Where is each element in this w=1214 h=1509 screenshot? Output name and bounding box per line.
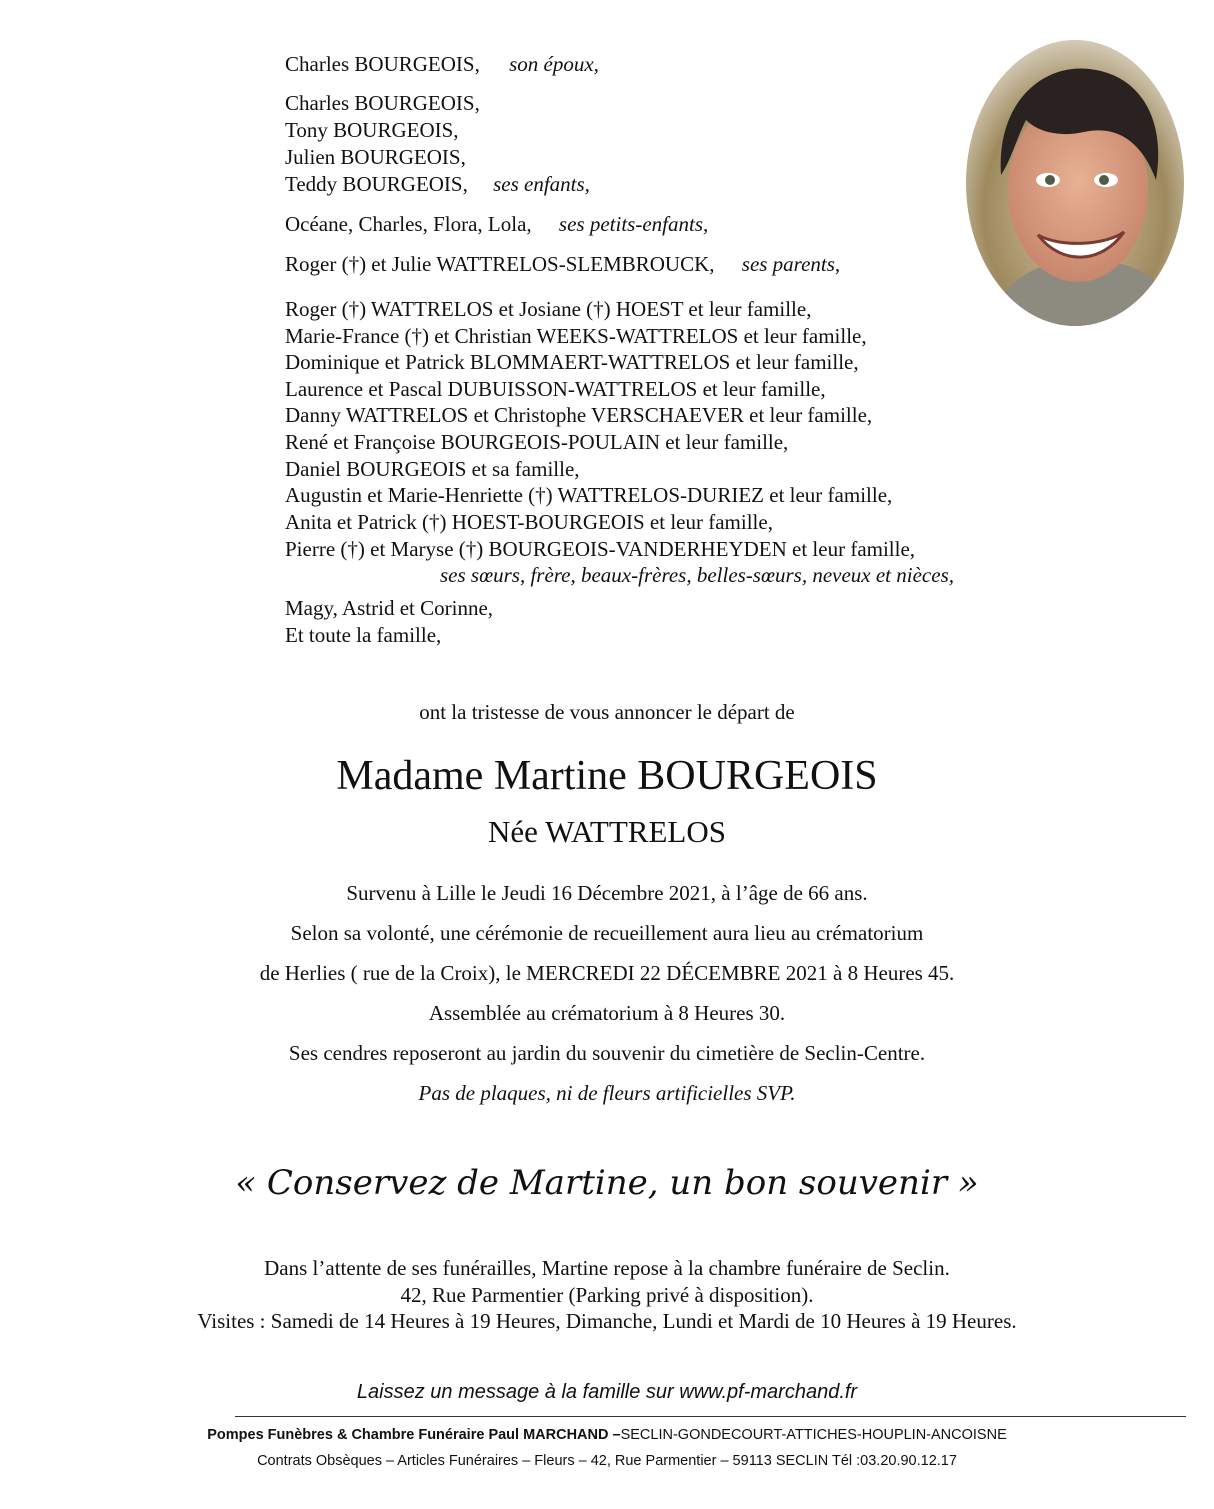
spouse-line: [285, 51, 599, 77]
deceased-name: Madame Martine BOURGEOIS: [336, 753, 878, 799]
flowers-note: Pas de plaques, ni de fleurs artificielles SVP.: [418, 1081, 796, 1105]
sibling-line: Roger (†) WATTRELOS et Josiane (†) HOEST et leur famille,: [285, 297, 812, 321]
sibling-line: Augustin et Marie-Henriette (†) WATTRELOS-DURIEZ et leur famille,: [285, 483, 893, 507]
footer-company-name: Pompes Funèbres & Chambre Funéraire Paul MARCHAND –: [207, 1427, 621, 1443]
sibling-line: Danny WATTRELOS et Christophe VERSCHAEVER et leur famille,: [285, 403, 873, 427]
footer-services: Contrats Obsèques – Articles Funéraires – Fleurs – 42, Rue Parmentier – 59113 SECLIN Tél :03.20.90.12.17: [257, 1453, 957, 1469]
sibling-line: Laurence et Pascal DUBUISSON-WATTRELOS et leur famille,: [285, 377, 826, 401]
rest-address: 42, Rue Parmentier (Parking privé à disposition).: [400, 1283, 814, 1307]
other-family-line: Magy, Astrid et Corinne,: [285, 596, 494, 620]
maiden-name: Née WATTRELOS: [488, 814, 726, 849]
grandchildren-names: Océane, Charles, Flora, Lola,: [285, 212, 532, 236]
ashes-location: Ses cendres reposeront au jardin du souvenir du cimetière de Seclin-Centre.: [288, 1041, 926, 1065]
siblings-relation: ses sœurs, frère, beaux-frères, belles-sœurs, neveux et nièces,: [440, 563, 954, 587]
visit-hours: Visites : Samedi de 14 Heures à 19 Heures, Dimanche, Lundi et Mardi de 10 Heures à 19 Heures.: [197, 1309, 1017, 1333]
sibling-line: Pierre (†) et Maryse (†) BOURGEOIS-VANDERHEYDEN et leur famille,: [285, 537, 916, 561]
children-line: [285, 171, 590, 197]
ceremony-location: de Herlies ( rue de la Croix), le MERCREDI 22 DÉCEMBRE 2021 à 8 Heures 45.: [259, 961, 955, 985]
spouse-relation: son époux,: [509, 52, 599, 76]
child-name: Charles BOURGEOIS,: [285, 91, 480, 115]
rest-location: Dans l’attente de ses funérailles, Martine repose à la chambre funéraire de Seclin.: [264, 1256, 950, 1280]
announcement-intro: ont la tristesse de vous annoncer le départ de: [419, 700, 795, 724]
grandchildren-relation: ses petits-enfants,: [558, 212, 709, 236]
assembly-time: Assemblée au crématorium à 8 Heures 30.: [428, 1001, 786, 1025]
sibling-line: René et Françoise BOURGEOIS-POULAIN et leur famille,: [285, 430, 789, 454]
epitaph: « Conservez de Martine, un bon souvenir »: [235, 1163, 979, 1203]
children-relation: ses enfants,: [493, 172, 590, 196]
ceremony-details: Selon sa volonté, une cérémonie de recueillement aura lieu au crématorium: [290, 921, 924, 945]
footer-company-locations: SECLIN-GONDECOURT-ATTICHES-HOUPLIN-ANCOISNE: [620, 1427, 1007, 1443]
death-details: Survenu à Lille le Jeudi 16 Décembre 2021, à l’âge de 66 ans.: [346, 881, 868, 905]
portrait-photo: [966, 40, 1184, 326]
sibling-line: Daniel BOURGEOIS et sa famille,: [285, 457, 580, 481]
child-name: Julien BOURGEOIS,: [285, 145, 466, 169]
parents-relation: ses parents,: [741, 252, 841, 276]
guestbook-link[interactable]: Laissez un message à la famille sur www.pf-marchand.fr: [356, 1381, 858, 1403]
parents-line: [285, 251, 840, 277]
parents-names: Roger (†) et Julie WATTRELOS-SLEMBROUCK,: [285, 252, 715, 276]
footer-company: [0, 1426, 1214, 1444]
footer-divider: [235, 1416, 1186, 1417]
spouse-name: Charles BOURGEOIS,: [285, 52, 480, 76]
sibling-line: Dominique et Patrick BLOMMAERT-WATTRELOS et leur famille,: [285, 350, 859, 374]
child-name: Teddy BOURGEOIS,: [285, 172, 468, 196]
grandchildren-line: [285, 211, 708, 237]
other-family-line: Et toute la famille,: [285, 623, 442, 647]
sibling-line: Anita et Patrick (†) HOEST-BOURGEOIS et leur famille,: [285, 510, 773, 534]
sibling-line: Marie-France (†) et Christian WEEKS-WATTRELOS et leur famille,: [285, 324, 867, 348]
child-name: Tony BOURGEOIS,: [285, 118, 459, 142]
